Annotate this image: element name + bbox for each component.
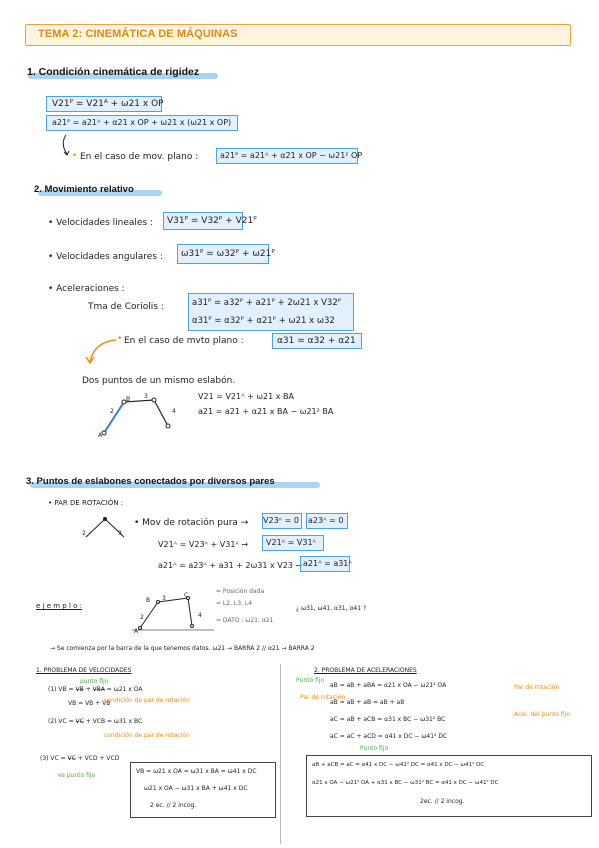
formula-coriolis-1: a31ᴾ = a32ᴾ + a21ᴾ + 2ω21 x V32ᴾ bbox=[192, 298, 341, 308]
diagram-label: B bbox=[126, 396, 131, 403]
acc-note: Acel. del punto fijo bbox=[514, 711, 571, 718]
accel-heading: 2. PROBLEMA DE ACELERACIONES bbox=[314, 667, 417, 674]
acc-line: aC = aB + aCB = α31 x BC − ω31² BC bbox=[330, 716, 446, 723]
acc-line: aB = aB + aB = aB + aB bbox=[330, 699, 405, 706]
coriolis-label: Tma de Coriolis : bbox=[88, 302, 164, 312]
page-title: TEMA 2: CINEMÁTICA DE MÁQUINAS bbox=[38, 28, 238, 40]
acc-line: aB = aB + aBA = α21 x OA − ω21² OA bbox=[330, 682, 447, 689]
vel-box-line: 2 ec. // 2 incog. bbox=[150, 802, 197, 809]
vel-line: VB = VB + VB bbox=[68, 700, 111, 707]
formula-velocity-rigid: V21ᴾ = V21ᴬ + ω21 x OP bbox=[52, 99, 164, 109]
formula-coriolis-2: α31ᴾ = α32ᴾ + α21ᴾ + ω21 x ω32 bbox=[192, 316, 335, 326]
vel-box-line: VB = ω21 x OA = ω31 x BA = ω41 x DC bbox=[136, 768, 257, 775]
vel-line: (3) VC = V̶C̶ + VCD + VCD bbox=[40, 755, 120, 762]
formula-a-pair: a21ᴬ = a23ᴬ + a31 + 2ω31 x V23 → bbox=[158, 561, 303, 570]
linkage-diagram bbox=[90, 390, 190, 445]
formula-vel-ang: ω31ᴾ = ω32ᴾ + ω21ᴾ bbox=[181, 249, 275, 259]
formula-vel-lin: V31ᴾ = V32ᴾ + V21ᴾ bbox=[167, 216, 257, 226]
vel-ang-label: • Velocidades angulares : bbox=[48, 252, 163, 262]
acc-box-line: α21 x OA − ω21² OA + α31 x BC − ω31² BC = α41 x DC − ω41² DC bbox=[312, 780, 499, 786]
acc-box-line: aB + aCB = aC = α41 x DC − ω41² DC = α41 x DC − ω41² DC bbox=[312, 762, 485, 768]
section-3-heading: 3. Puntos de eslabones conectados por diversos pares bbox=[26, 476, 275, 487]
acc-note: Punto fijo bbox=[360, 745, 389, 752]
par-label: • PAR DE ROTACIÓN : bbox=[48, 499, 124, 507]
acc-note: Punto fijo bbox=[296, 677, 325, 684]
diagram-label: 4 bbox=[198, 612, 202, 619]
formula-v-box: V21ᴬ = V31ᴬ bbox=[266, 538, 316, 547]
diagram-label: A bbox=[134, 628, 139, 635]
diagram-label: 3 bbox=[118, 530, 122, 537]
diagram-label: 2 bbox=[110, 408, 114, 415]
diagram-label: B bbox=[146, 597, 151, 604]
arrow-icon bbox=[84, 334, 123, 366]
example-note: = L2, L3, L4 bbox=[216, 600, 253, 607]
diagram-label: 3 bbox=[162, 595, 166, 602]
section-2-heading: 2. Movimiento relativo bbox=[34, 184, 134, 195]
acc-box-line: 2ec. // 2 incog. bbox=[420, 798, 465, 805]
formula-mov-a: a23ᴬ = 0 bbox=[308, 516, 344, 525]
diagram-label: A bbox=[98, 432, 103, 439]
section-1-heading: 1. Condición cinemática de rigidez bbox=[27, 66, 200, 78]
vel-note: condición de par de rotación bbox=[104, 697, 190, 704]
formula-a-box: a21ᴬ = a31ᴬ bbox=[303, 559, 352, 568]
plane-label: En el caso de mov. plano : bbox=[80, 152, 199, 162]
comment-text: → Se comienza por la barra de la que tenemos datos. ω21 → BARRA 2 // α21 → BARRA 2 bbox=[50, 645, 315, 652]
formula-two-points-v: V21 = V21ᴬ + ω21 x BA bbox=[198, 392, 294, 401]
acc-note: Par de rotación bbox=[514, 684, 560, 691]
example-note: = DATO : ω21, α21 bbox=[216, 617, 274, 624]
example-question: ¿ ω31, ω41, α31, α41 ? bbox=[296, 605, 367, 612]
example-label: e j e m p l o : bbox=[36, 602, 82, 610]
vel-lin-label: • Velocidades lineales : bbox=[48, 218, 154, 228]
vel-line: (2) VC = V̶C̶ + VCB = ω31 x BC bbox=[48, 718, 143, 725]
example-note: = Posición dada bbox=[216, 588, 265, 595]
example-mechanism bbox=[130, 592, 220, 634]
diagram-label: 2 bbox=[82, 530, 86, 537]
formula-two-points-a: a21 = a21 + α21 x BA − ω21² BA bbox=[198, 407, 334, 416]
acc-line: aC = aC + aCD = α41 x DC − ω41² DC bbox=[330, 733, 448, 740]
diagram-label: 2 bbox=[140, 614, 144, 621]
bullet-icon: • bbox=[72, 151, 78, 161]
diagram-label: 3 bbox=[144, 393, 148, 400]
two-points-label: Dos puntos de un mismo eslabón. bbox=[82, 376, 236, 386]
acc-note: Par de rotación bbox=[300, 694, 346, 701]
vel-box-line: ω21 x OA − ω31 x BA + ω41 x DC bbox=[144, 785, 248, 792]
formula-plane: a21ᴾ = a21ᴬ + α21 x OP − ω21² OP bbox=[220, 151, 363, 160]
bullet-icon: • bbox=[117, 334, 123, 344]
rotation-pair-diagram bbox=[80, 513, 130, 543]
diagram-label: C bbox=[184, 592, 189, 599]
formula-plane-2: α31 = α32 + α21 bbox=[277, 336, 356, 346]
plane-label-2: En el caso de mvto plano : bbox=[124, 336, 244, 346]
vel-line: (1) VB = V̶B̶ + V̶B̶A̶ = ω21 x OA bbox=[48, 686, 143, 693]
acc-label: • Aceleraciones : bbox=[48, 284, 125, 294]
diagram-label: 4 bbox=[172, 408, 176, 415]
mov-label: • Mov de rotación pura → bbox=[134, 518, 249, 528]
formula-mov-v: V23ᴬ = 0 bbox=[263, 516, 299, 525]
formula-accel-rigid: a21ᴾ = a21ᴬ + α21 x OP + ω21 x (ω21 x OP) bbox=[52, 118, 232, 127]
vel-note: es punto fijo bbox=[58, 772, 96, 779]
vel-note: condición de par de rotación bbox=[104, 732, 190, 739]
vel-note: punto fijo bbox=[80, 678, 109, 685]
formula-v-pair: V21ᴬ = V23ᴬ + V31ᴬ → bbox=[158, 540, 249, 549]
column-divider bbox=[280, 664, 281, 844]
velocity-heading: 1. PROBLEMA DE VELOCIDADES bbox=[36, 667, 132, 674]
